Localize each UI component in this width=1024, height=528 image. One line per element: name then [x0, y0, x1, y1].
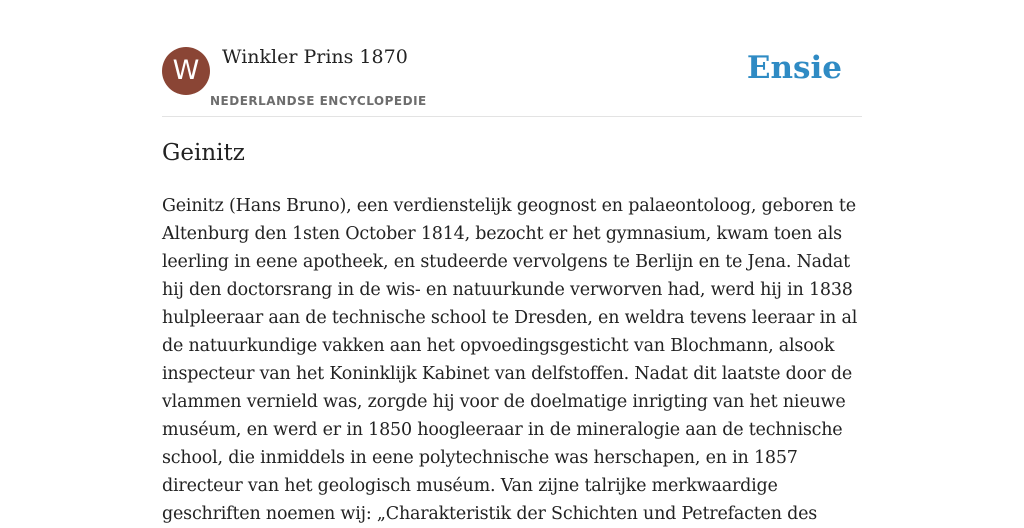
- article-line: de natuurkundige vakken aan het opvoedingsgesticht van Blochmann, alsook: [162, 336, 835, 356]
- article-line: directeur van het geologisch muséum. Van zijne talrijke merkwaardige: [162, 476, 778, 496]
- article-line: leerling in eene apotheek, en studeerde vervolgens te Berlijn en te Jena. Nadat: [162, 252, 850, 272]
- article-line: Altenburg den 1sten October 1814, bezocht er het gymnasium, kwam toen als: [162, 224, 842, 244]
- article-body: [162, 192, 862, 528]
- article-line: hulpleeraar aan de technische school te Dresden, en weldra tevens leeraar in al: [162, 308, 858, 328]
- article-title: Geinitz: [162, 140, 245, 166]
- article-line: vlammen vernield was, zorgde hij voor de doelmatige inrigting van het nieuwe: [162, 392, 846, 412]
- header: [162, 0, 862, 117]
- source-title[interactable]: Winkler Prins 1870: [222, 46, 408, 68]
- article-line: geschriften noemen wij: „Charakteristik der Schichten und Petrefacten des: [162, 504, 818, 524]
- source-subtitle: NEDERLANDSE ENCYCLOPEDIE: [210, 94, 427, 108]
- article-line: school, die inmiddels in eene polytechnische was herschapen, en in 1857: [162, 448, 798, 468]
- ensie-logo[interactable]: Ensie: [746, 50, 842, 86]
- source-avatar[interactable]: W: [162, 47, 210, 95]
- article-line: Geinitz (Hans Bruno), een verdienstelijk geognost en palaeontoloog, geboren te: [162, 196, 856, 216]
- article-line: inspecteur van het Koninklijk Kabinet van delfstoffen. Nadat dit laatste door de: [162, 364, 852, 384]
- article-line: hij den doctorsrang in de wis- en natuurkunde verworven had, werd hij in 1838: [162, 280, 853, 300]
- article-line: muséum, en werd er in 1850 hoogleeraar in de mineralogie aan de technische: [162, 420, 843, 440]
